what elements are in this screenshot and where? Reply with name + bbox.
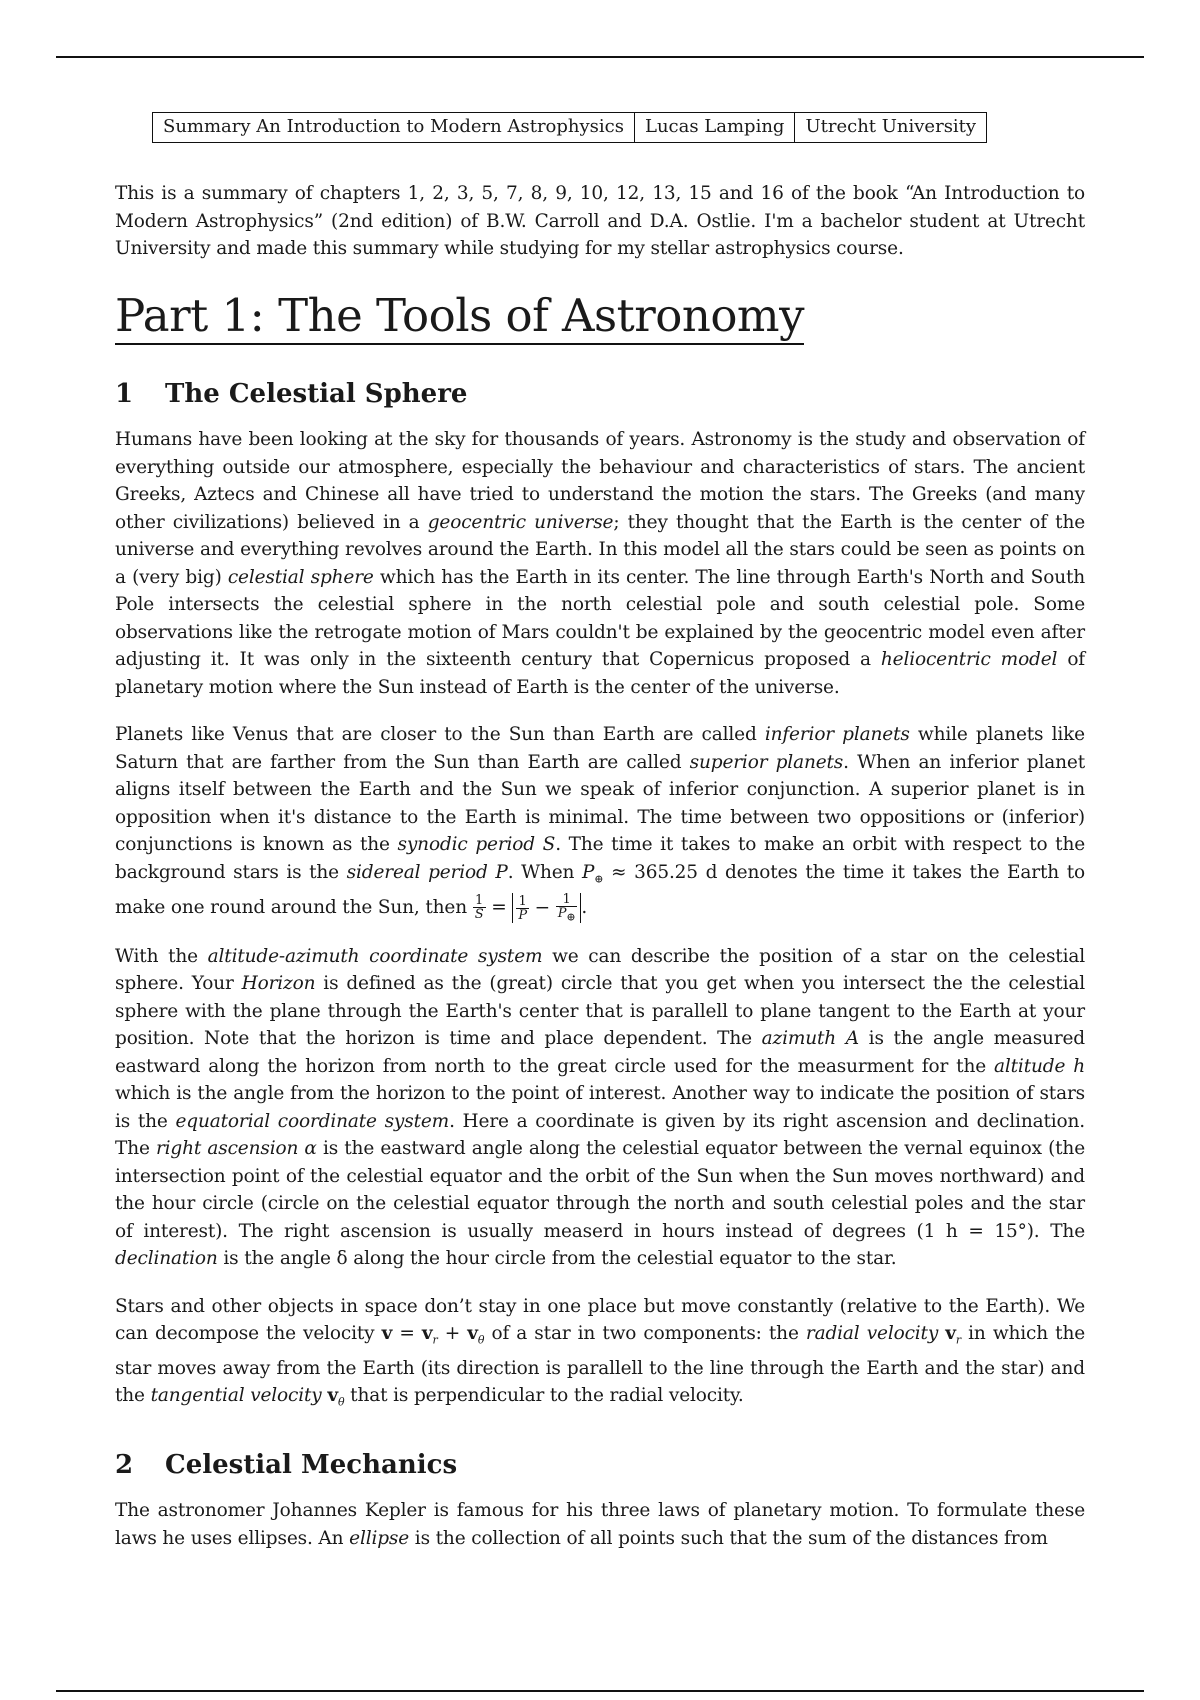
abs-value: $\frac{1}{P}$ − $\frac{1}{P_\oplus}$ [512,893,581,923]
term: synodic period S [397,834,556,856]
term: declination [115,1248,218,1270]
term: tangential velocity [150,1385,322,1407]
term: inferior planets [764,724,910,746]
term: azimuth A [761,1028,859,1050]
term: Horizon [241,973,316,995]
paragraph: Planets like Venus that are closer to the Sun than Earth are called inferior planets while planets like Saturn that are farther from the Sun than Earth are called superior planets. When an inferior planet aligns itself between the Earth and the Sun we speak of inferior conjunction. A superior planet is in opposition when it's distance to the Earth is minimal. The time between two oppositions or (inferior) conjunctions is known as the synodic period S. The time it takes to make an orbit with respect to the background stars is the sidereal period P. When $P_\oplus \approx 365.25$ d denotes the time it takes the Earth to make one round around the Sun, then $\frac{1}{S}$ = $\frac{1}{P}$ − $\frac{1}{P_\oplus}$ . [115,724,1086,924]
document-header [152,112,987,143]
header-university: Utrecht University [794,113,986,142]
synodic-formula: $\frac{1}{S}$ [474,893,484,923]
section-2-heading [115,1450,1085,1481]
term: right ascension α [155,1138,317,1160]
term: radial velocity [805,1323,939,1345]
term: ellipse [349,1527,410,1549]
header-course: Summary An Introduction to Modern Astrophysics [163,116,624,137]
term: celestial sphere [227,566,374,588]
section-1-heading [115,379,1085,410]
bottom-rule [56,1690,1144,1692]
page-content [115,180,1085,1552]
term: sidereal period P [346,861,508,883]
section-title: Celestial Mechanics [165,1450,458,1481]
paragraph: Humans have been looking at the sky for thousands of years. Astronomy is the study and observation of everything outside our atmosphere, especially the behaviour and characteristics of stars. The ancient Greeks, Aztecs and Chinese all have tried to understand the motion the stars. The Greeks (and many other civilizations) believed in a geocentric universe; they thought that the Earth is the center of the universe and everything revolves around the Earth. In this model all the stars could be seen as points on a (very big) celestial sphere which has the Earth in its center. The line through Earth's North and South Pole intersects the celestial sphere in the north celestial pole and south celestial pole. Some observations like the retrogate motion of Mars couldn't be explained by the geocentric model even after adjusting it. It was only in the sixteenth century that Copernicus proposed a heliocentric model of planetary motion where the Sun instead of Earth is the center of the universe. [115,429,1086,698]
intro-paragraph: This is a summary of chapters 1, 2, 3, 5, 7, 8, 9, 10, 12, 13, 15 and 16 of the book “An Introduction to Modern Astrophysics” (2nd edition) of B.W. Carroll and D.A. Ostlie. I'm a bachelor student at Utrecht University and made this summary while studying for my stellar astrophysics course. [115,183,1085,259]
section-number: 2 [115,1450,134,1481]
part-title: Part 1: The Tools of Astronomy [115,291,804,346]
term: heliocentric model [880,649,1058,671]
term: equatorial coordinate system [175,1110,450,1132]
term: altitude h [994,1055,1085,1077]
header-author: Lucas Lamping [634,113,794,142]
section-number: 1 [115,379,134,409]
term: geocentric universe [427,511,614,533]
paragraph: The astronomer Johannes Kepler is famous for his three laws of planetary motion. To formulate these laws he uses ellipses. An ellipse is the collection of all points such that the sum of the distances from [115,1500,1085,1549]
paragraph: With the altitude-azimuth coordinate system we can describe the position of a star on the celestial sphere. Your Horizon is defined as the (great) circle that you get when you intersect the the celestial sphere with the plane through the Earth's center that is parallell to plane tangent to the Earth at your position. Note that the horizon is time and place dependent. The azimuth A is the angle measured eastward along the horizon from north to the great circle used for the measurment for the altitude h which is the angle from the horizon to the point of interest. Another way to indicate the position of stars is the equatorial coordinate system. Here a coordinate is given by its right ascension and declination. The right ascension α is the eastward angle along the celestial equator between the vernal equinox (the intersection point of the celestial equator and the orbit of the Sun when the Sun moves northward) and the hour circle (circle on the celestial equator through the north and south celestial poles and the star of interest). The right ascension is usually measerd in hours instead of degrees (1 h = 15°). The declination is the angle δ along the hour circle from the celestial equator to the star. [115,945,1086,1270]
paragraph: Stars and other objects in space don’t stay in one place but move constantly (relative to the Earth). We can decompose the velocity $v = v_r + v_\theta$ of a star in two components: the radial velocity $v_r$ in which the star moves away from the Earth (its direction is parallell to the line through the Earth and the star) and the tangential velocity $v_\theta$ that is perpendicular to the radial velocity. [115,1295,1086,1409]
term: superior planets [689,751,844,773]
top-rule [56,56,1144,58]
term: altitude-azimuth coordinate system [207,945,543,967]
section-title: The Celestial Sphere [165,379,468,409]
